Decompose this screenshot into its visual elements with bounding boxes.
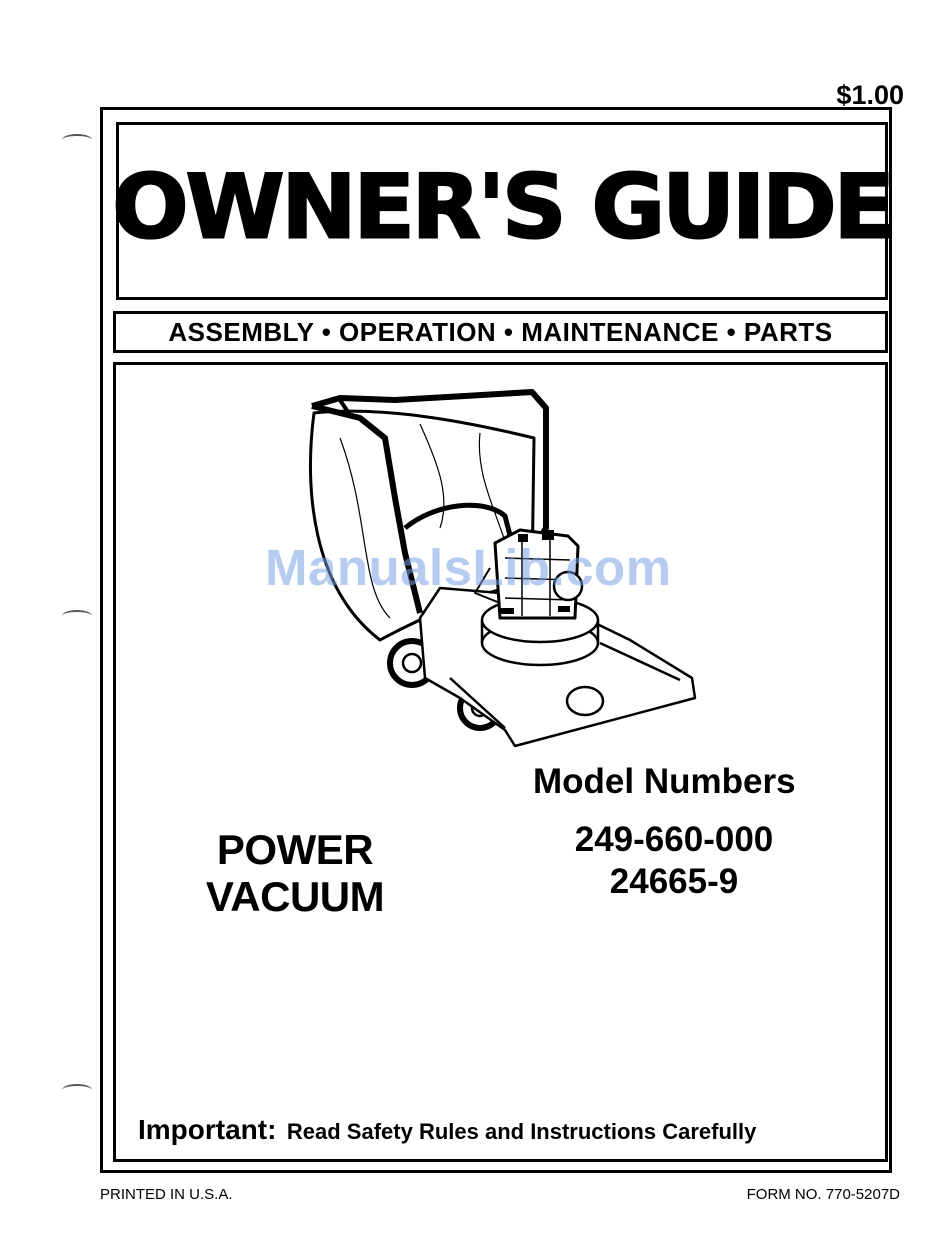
binder-hole-mark-top bbox=[62, 134, 92, 146]
binder-hole-mark-bottom bbox=[62, 1084, 92, 1096]
important-text: Read Safety Rules and Instructions Carefully bbox=[286, 1119, 757, 1144]
model-numbers-heading: Model Numbers bbox=[533, 762, 796, 801]
important-label: Important: bbox=[138, 1114, 277, 1145]
page-title: OWNER'S GUIDE bbox=[112, 155, 892, 259]
price: $1.00 bbox=[836, 80, 904, 110]
watermark: ManualsLib.com bbox=[265, 539, 672, 596]
product-name-line1: POWER bbox=[216, 826, 374, 873]
footer-printed: PRINTED IN U.S.A. bbox=[100, 1186, 233, 1203]
model-number: 24665-9 bbox=[609, 862, 739, 901]
product-name-line2: VACUUM bbox=[205, 873, 385, 920]
title-box bbox=[112, 122, 892, 300]
binder-hole-mark-middle bbox=[62, 610, 92, 622]
model-number: 249-660-000 bbox=[574, 820, 774, 859]
important-notice bbox=[138, 1114, 756, 1146]
subtitle-bar: ASSEMBLY • OPERATION • MAINTENANCE • PARTS bbox=[113, 311, 888, 353]
footer-form-number: FORM NO. 770-5207D bbox=[746, 1186, 900, 1203]
